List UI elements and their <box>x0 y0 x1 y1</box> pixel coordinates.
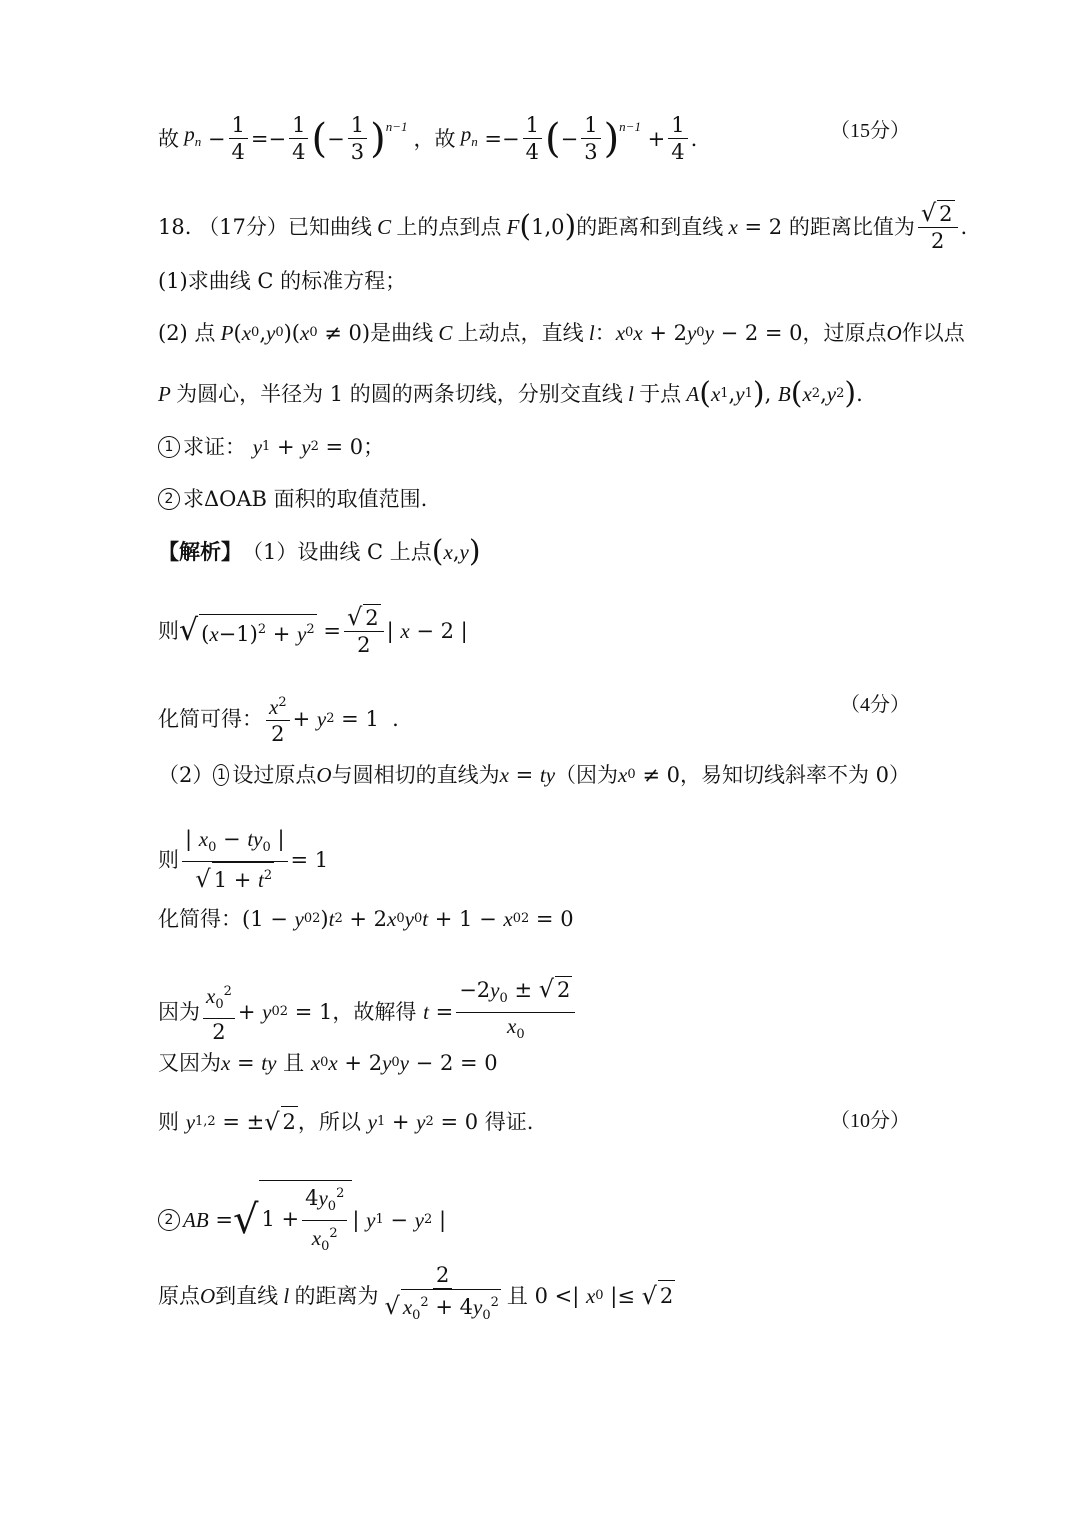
text: ，过原点 <box>802 321 887 345</box>
question-number: 18. <box>158 215 192 239</box>
circled-number: 2 <box>158 488 180 510</box>
formula-ab: 2 AB = √ 1 + $\frac{4y_0^2}{x_0^2}$ | y 1 − y 2 | <box>158 1180 910 1260</box>
formula-distance-origin: 原点 O 到直线 l 的距离为 $\frac{2}{√ x_0^2 + 4y_0^2}$ 且 0 <| x 0 |≤ √ 2 <box>158 1262 910 1329</box>
text: （2） <box>158 763 214 787</box>
text: ，易知切线斜率不为 0） <box>679 763 910 787</box>
text: （因为 <box>555 763 619 787</box>
text: 且 <box>283 1051 305 1075</box>
formula-system: 又因为 x = ty 且 x 0 x + 2 y 0 y − 2 = 0 <box>158 1048 910 1078</box>
formula-pn: 故 $p_n$ − $\frac{1}{4}$ =− $\frac{1}{4}$ ( − $\frac{1}{3}$ ) $^{n-1}$ ，故 $p_n$ =− $\frac{1}{4}$ ( − $\frac{1}{3}$ ) $^{n-1}$ + $\frac{1}{4}$ . <box>158 113 698 164</box>
text: 与圆相切的直线为 <box>331 763 500 787</box>
analysis-heading: 【解析】 （1）设曲线 C 上点 ( x , y ) <box>158 534 481 569</box>
formula-solve-t: 因为 $\frac{x_0^2}{2}$ + y 0 2 = 1 ，故解得 t = $\frac{-2y_0 \pm √ 2}{x_0}$ <box>158 976 910 1048</box>
text: 作以点 <box>901 321 965 345</box>
text: ，故解得 <box>332 1000 417 1025</box>
score-label: （4分） <box>840 694 910 716</box>
text: 求ΔOAB 面积的取值范围. <box>183 487 428 511</box>
text: 于点 <box>639 382 682 406</box>
circled-number: 1 <box>213 764 229 786</box>
score-label: （15分） <box>830 120 910 142</box>
question-part1: (1)求曲线 C 的标准方程； <box>158 269 407 293</box>
circled-number: 2 <box>158 1209 180 1231</box>
sub-question-2 <box>158 484 910 514</box>
text: ，所以 <box>297 1109 361 1134</box>
text: 设过原点 <box>232 763 317 787</box>
text: 又因为 <box>158 1051 221 1075</box>
question-part2: (2) 点 P ( x 0 , y 0 )( x 0 ≠ 0) 是曲线 C 上动点，直线 l ： x 0 x + 2 y 0 y − 2 = 0 ，过原点 O 作以点 <box>158 318 910 348</box>
text: 的距离为 <box>294 1283 379 1308</box>
text: . <box>690 126 698 151</box>
text: 的距离和到直线 <box>576 215 724 239</box>
text: 故 <box>158 126 179 151</box>
text: 因为 <box>158 1000 200 1025</box>
text: 则 <box>158 847 179 872</box>
question-18: 18. （17分）已知曲线 C 上的点到点 F ( 1,0 ) 的距离和到直线 x = 2 的距离比值为 $\frac{√ 2}{2}$ . <box>158 199 968 253</box>
question-part2-cont: P 为圆心，半径为 1 的圆的两条切线，分别交直线 l 于点 A ( x 1 , y 1 ) , B ( x 2 , y 2 ) . <box>158 376 863 411</box>
formula-distance: 则 √ $(x-1)^2 + y^2$ = $\frac{√ 2}{2}$ | x − 2 | <box>158 603 468 657</box>
score-label: （10分） <box>830 1110 910 1132</box>
text: 得证. <box>484 1109 534 1134</box>
text: （1）设曲线 C 上点 <box>242 540 432 564</box>
text: 是曲线 <box>370 321 434 345</box>
formula-quadratic: 化简得： (1 − y 0 2 ) t 2 + 2 x 0 y 0 t + 1 − x 0 2 = 0 <box>158 904 910 934</box>
text: 化简得： <box>158 907 242 931</box>
text: 则 <box>158 619 179 643</box>
text: 的距离比值为 <box>788 215 915 239</box>
text: . <box>960 215 968 239</box>
text: 到直线 <box>215 1283 279 1308</box>
circled-number: 1 <box>158 436 180 458</box>
text: 求证： <box>183 435 246 459</box>
text: ，故 <box>413 126 456 151</box>
text: (2) 点 <box>158 321 216 345</box>
analysis-tag: 【解析】 <box>158 539 242 564</box>
text: 为圆心，半径为 1 的圆的两条切线，分别交直线 <box>176 382 623 406</box>
text: （17分）已知曲线 <box>198 215 372 239</box>
sub-question-1: 1 求证： y 1 + y 2 = 0； <box>158 432 910 462</box>
formula-ellipse: 化简可得： $\frac{x^2}{2}$ + y 2 = 1 . <box>158 690 910 747</box>
solution-part2: （2） 1 设过原点 O 与圆相切的直线为 x = ty （因为 x 0 ≠ 0 ，易知切线斜率不为 0） <box>158 760 910 790</box>
formula-tangent: 则 $\frac{| x_0 - ty_0 |}{√ 1 + t^2}$ = 1 <box>158 827 329 894</box>
text: 则 <box>158 1109 179 1134</box>
text: 原点 <box>158 1283 200 1308</box>
text: 上的点到点 <box>396 215 502 239</box>
text: 上动点，直线 <box>457 321 584 345</box>
text: 且 <box>506 1283 528 1308</box>
text: 化简可得： <box>158 706 263 731</box>
formula-y12: 则 y 1,2 = ± √ 2 ，所以 y 1 + y 2 = 0 得证. <box>158 1107 534 1136</box>
